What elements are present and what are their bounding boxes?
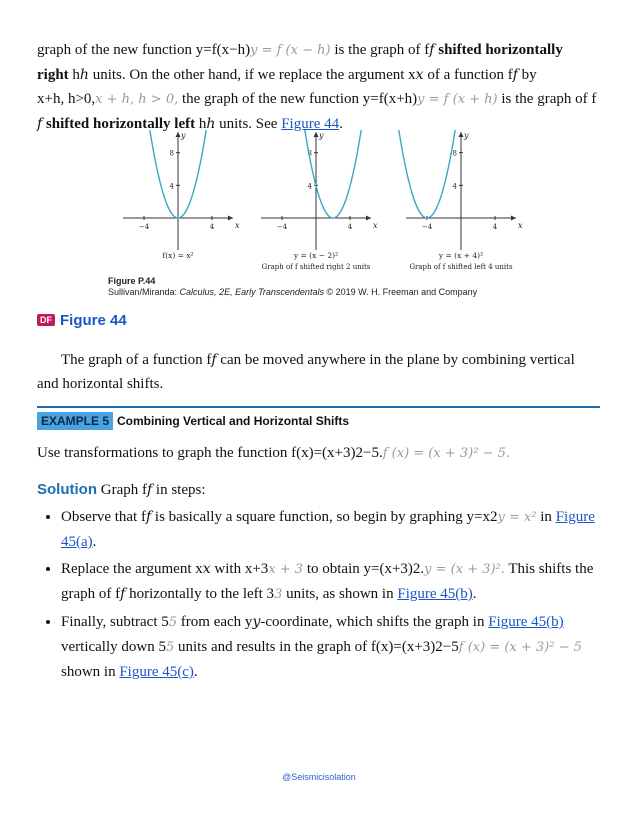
text: graph of the new function y=f(x−h) (37, 42, 251, 58)
panel-equation: f(x) = x² (162, 251, 194, 260)
figure-45b-link[interactable]: Figure 45(b) (397, 586, 473, 602)
text: units. On the other hand, if we replace the argument x (88, 67, 416, 83)
math-inline: x + h, h > 0, (95, 92, 179, 107)
y-tick-label: 8 (307, 149, 312, 158)
solution-line (37, 478, 597, 502)
section-divider (37, 406, 600, 408)
x-axis-label: x (518, 221, 523, 230)
parabola-curve (302, 130, 362, 218)
y-axis-label: y (319, 131, 324, 140)
figure-44-heading (37, 312, 127, 329)
bold-text: right (37, 67, 69, 83)
figure-45a-link[interactable]: Figure 45(a) (61, 509, 595, 550)
x-axis-label: x (235, 221, 240, 230)
y-tick-label: 4 (307, 182, 312, 191)
figure-graphs (108, 130, 528, 276)
list-item: • Observe that ff is basically a square function, so begin by graphing y=x2y = x² in Figure 45(a). (61, 505, 621, 554)
y-axis-arrow (176, 132, 181, 137)
x-axis-arrow (366, 216, 371, 221)
math-inline: y = f (x − h) (250, 43, 331, 58)
math-inline: x (415, 67, 424, 83)
y-tick-label: 4 (452, 182, 457, 191)
footer-watermark (0, 772, 638, 782)
example-badge: EXAMPLE 5 (37, 412, 113, 430)
text: in steps: (152, 482, 206, 498)
list-item: • Finally, subtract 55 from each yy-coordinate, which shifts the graph in Figure 45(b) vertically down 55 units and results in the graph of f(x)=(x+3)2−5f (x) = (x + 3)² − 5 shown in Figure 45(c). (61, 610, 621, 684)
x-tick-label: 4 (347, 223, 353, 231)
panel-equation: y = (x − 2)² (293, 251, 339, 260)
math-inline: y = f (x + h) (417, 92, 498, 107)
text: by (517, 67, 537, 83)
list-item: • Replace the argument xx with x+3x + 3 to obtain y=(x+3)2.y = (x + 3)². This shifts the graph of ff horizontally to the left 33 units, as shown in Figure 45(b). (61, 557, 621, 607)
text: of a function f (423, 67, 513, 83)
math-inline: h (206, 116, 216, 132)
x-tick-label: −4 (276, 223, 288, 231)
text: is the graph of f (497, 91, 597, 107)
text: the graph of the new function y=f(x+h) (178, 91, 418, 107)
figure-p44 (108, 130, 528, 300)
y-tick-label: 8 (452, 149, 457, 158)
figure-45b-link[interactable]: Figure 45(b) (488, 614, 564, 630)
math-inline: f (512, 67, 518, 83)
task-paragraph (37, 441, 597, 466)
footer-text: @Seismicisolation (282, 772, 356, 782)
move-paragraph (37, 348, 597, 396)
df-badge: DF (37, 314, 55, 326)
example-title: Combining Vertical and Horizontal Shifts (117, 414, 350, 428)
x-axis-label: x (373, 221, 378, 230)
text: units. See (215, 116, 282, 132)
figure-caption (108, 276, 477, 298)
y-axis-arrow (314, 132, 319, 137)
math-inline: f (x) = (x + 3)² − 5. (382, 446, 510, 461)
text: . (339, 116, 343, 132)
panel-equation: y = (x + 4)² (438, 251, 484, 260)
x-tick-label: −4 (421, 223, 433, 231)
figure-45c-link[interactable]: Figure 45(c) (119, 664, 194, 680)
math-inline: f (146, 482, 153, 498)
text: is the graph of f (330, 42, 430, 58)
y-tick-label: 8 (169, 149, 174, 158)
figure-title: Figure 44 (60, 312, 127, 329)
panel-subcaption: Graph of f shifted right 2 units (261, 263, 371, 271)
x-tick-label: 4 (209, 223, 215, 231)
steps-list (37, 505, 621, 687)
text: The graph of a function f (61, 352, 212, 368)
x-axis-arrow (511, 216, 516, 221)
bold-text: shifted horizontally (434, 42, 563, 58)
caption-source: Sullivan/Miranda: Calculus, 2E, Early Transcendentals © 2019 W. H. Freeman and Company (108, 287, 478, 297)
solution-label: Solution (37, 481, 97, 498)
text: x+h, h>0, (37, 91, 96, 107)
bold-text: shifted horizontally left (42, 116, 196, 132)
caption-id: Figure P.44 (108, 276, 156, 286)
text: h (68, 67, 80, 83)
math-inline: h (79, 67, 89, 83)
text: Graph f (97, 482, 147, 498)
text: Use transformations to graph the function f(x)=(x+3)2−5. (37, 445, 383, 461)
text: can be moved anywhere in the plane by combining vertical and horizontal shifts. (37, 352, 575, 392)
parabola-curve (396, 130, 456, 218)
math-inline: f (211, 352, 217, 368)
text: h (195, 116, 207, 132)
y-axis-arrow (459, 132, 464, 137)
example-header (37, 412, 349, 430)
y-axis-label: y (181, 131, 186, 140)
math-inline: f (37, 116, 43, 132)
y-axis-label: y (464, 131, 469, 140)
intro-paragraph (37, 38, 597, 136)
y-tick-label: 4 (169, 182, 174, 191)
x-axis-arrow (228, 216, 233, 221)
x-tick-label: 4 (492, 223, 498, 231)
panel-subcaption: Graph of f shifted left 4 units (409, 263, 513, 271)
x-tick-label: −4 (138, 223, 150, 231)
figure-44-link[interactable]: Figure 44 (281, 116, 340, 132)
math-inline: f (429, 42, 435, 58)
